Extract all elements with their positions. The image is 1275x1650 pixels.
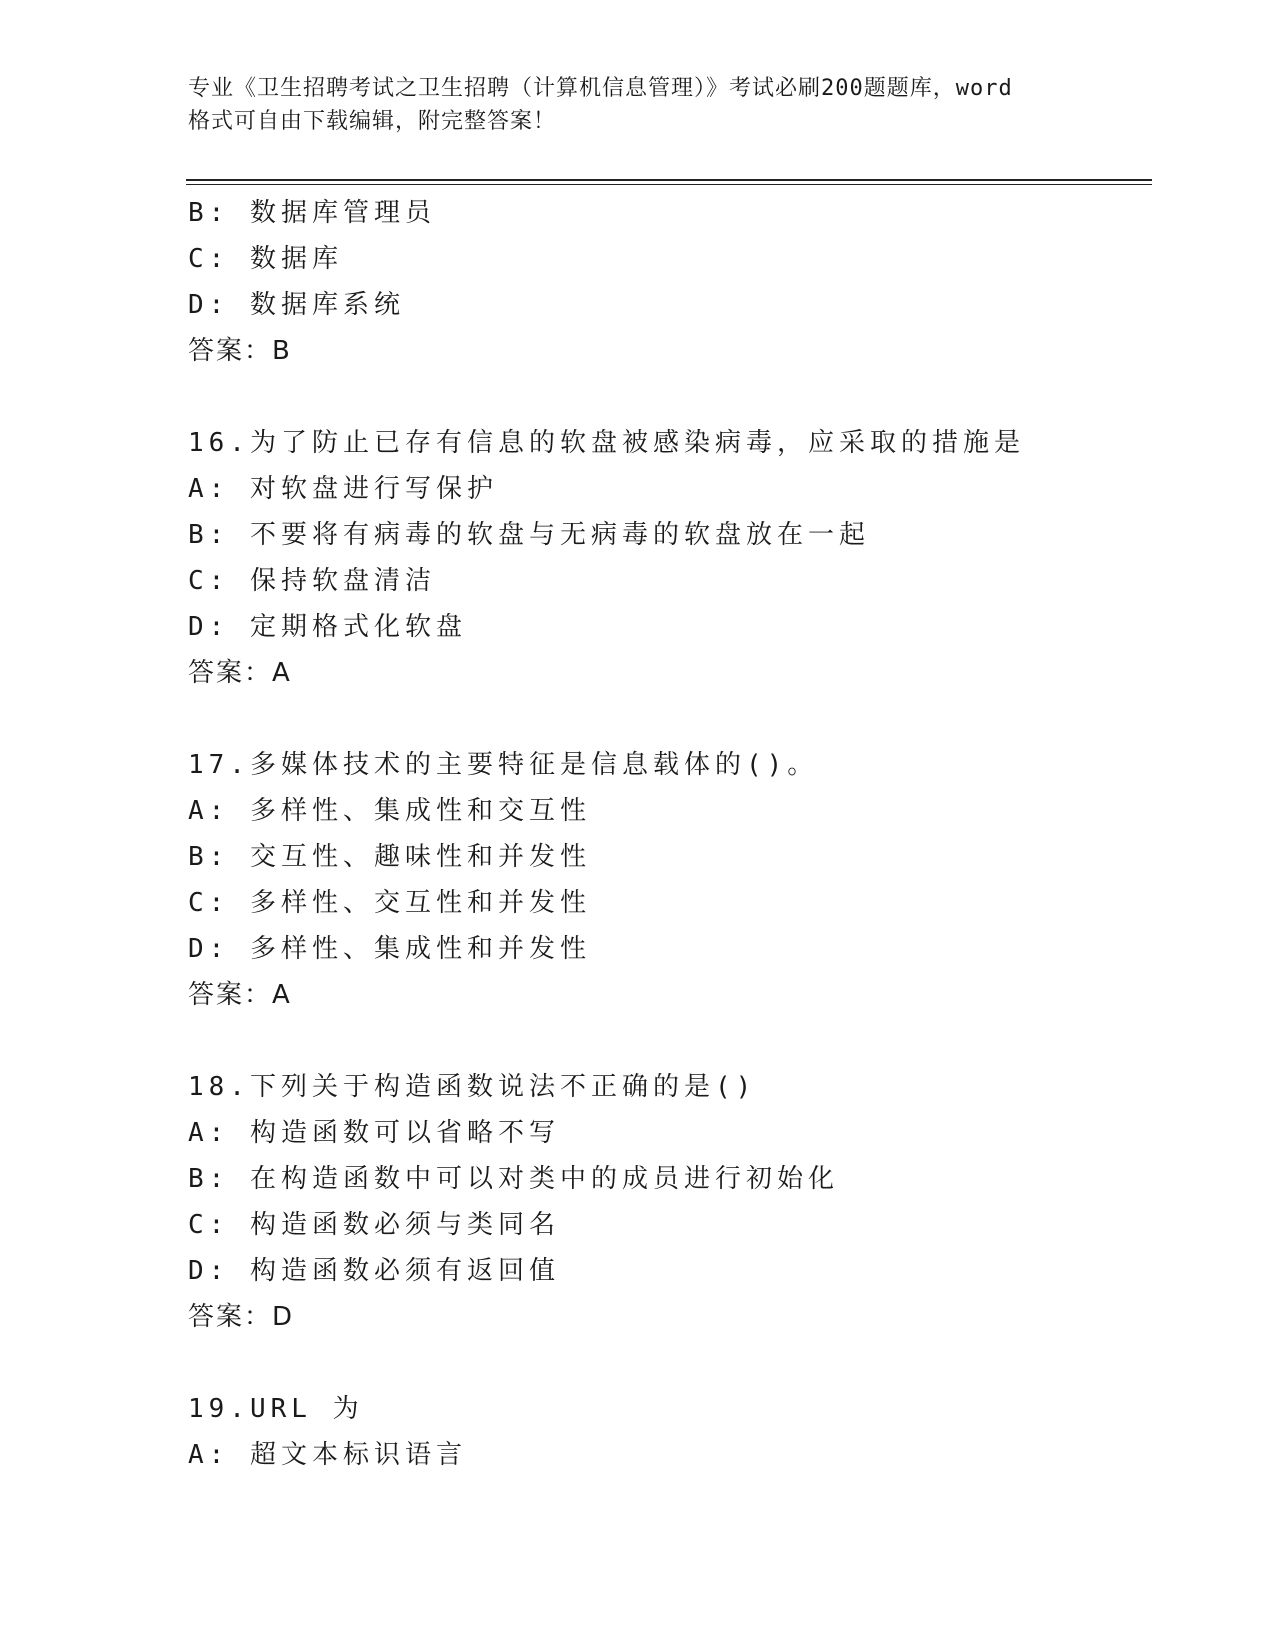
- option-c: C: 构造函数必须与类同名: [188, 1210, 560, 1240]
- header-divider-thin: [186, 184, 1152, 185]
- option-b: B: 在构造函数中可以对类中的成员进行初始化: [188, 1164, 839, 1194]
- question-stem: 16.为了防止已存有信息的软盘被感染病毒，应采取的措施是: [188, 428, 1025, 458]
- option-c: C: 多样性、交互性和并发性: [188, 888, 591, 918]
- option-c: C: 保持软盘清洁: [188, 566, 436, 596]
- question-block-18: [188, 1064, 1148, 1340]
- option-c: C: 数据库: [188, 244, 343, 274]
- question-stem: 17.多媒体技术的主要特征是信息载体的()。: [188, 750, 819, 780]
- spacer: [188, 696, 1148, 742]
- answer-line: 答案：B: [188, 336, 292, 366]
- option-a: A: 多样性、集成性和交互性: [188, 796, 591, 826]
- option-d: D: 多样性、集成性和并发性: [188, 934, 591, 964]
- answer-line: 答案：A: [188, 980, 292, 1010]
- option-b: B: 不要将有病毒的软盘与无病毒的软盘放在一起: [188, 520, 870, 550]
- option-b: B: 交互性、趣味性和并发性: [188, 842, 591, 872]
- option-d: D: 构造函数必须有返回值: [188, 1256, 560, 1286]
- question-block-17: [188, 742, 1148, 1018]
- spacer: [188, 1340, 1148, 1386]
- question-block-16: [188, 420, 1148, 696]
- answer-line: 答案：D: [188, 1302, 295, 1332]
- option-d: D: 定期格式化软盘: [188, 612, 467, 642]
- option-a: A: 超文本标识语言: [188, 1440, 467, 1470]
- option-b: B: 数据库管理员: [188, 198, 436, 228]
- question-list: [188, 190, 1148, 1478]
- option-a: A: 对软盘进行写保护: [188, 474, 498, 504]
- question-block-19: [188, 1386, 1148, 1478]
- spacer: [188, 374, 1148, 420]
- question-stem: 18.下列关于构造函数说法不正确的是(): [188, 1072, 757, 1102]
- document-header: [188, 72, 1088, 138]
- question-block-carryover: [188, 190, 1148, 374]
- question-stem: 19.URL 为: [188, 1394, 364, 1424]
- header-divider-thick: [186, 179, 1152, 181]
- answer-line: 答案：A: [188, 658, 292, 688]
- option-d: D: 数据库系统: [188, 290, 405, 320]
- spacer: [188, 1018, 1148, 1064]
- option-a: A: 构造函数可以省略不写: [188, 1118, 560, 1148]
- header-line-2: 格式可自由下载编辑，附完整答案！: [188, 109, 557, 134]
- header-line-1: 专业《卫生招聘考试之卫生招聘（计算机信息管理）》考试必刷200题题库，word: [188, 76, 1013, 101]
